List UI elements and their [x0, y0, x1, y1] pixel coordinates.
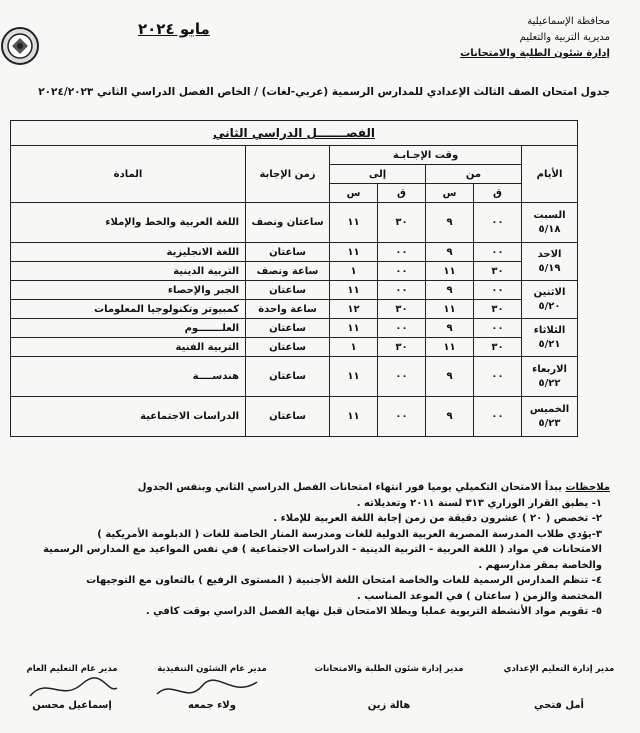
- note-item: ٥- تقويم مواد الأنشطة التربوية عمليا ويطلا الامتحان قبل نهاية الفصل الدراسي بوقت كافي .: [145, 606, 602, 617]
- signature-executive-affairs: [142, 664, 282, 711]
- day-date: ٥/٢٠: [538, 300, 561, 312]
- to-hours: ١١: [330, 243, 378, 262]
- from-minutes: ٠٠: [474, 397, 522, 437]
- signature-title: مدير إدارة التعليم الإعدادي: [503, 664, 615, 674]
- day-name: الثلاثاء: [533, 324, 566, 336]
- signature-name: إسماعيل محسن: [32, 700, 112, 711]
- day-name: الاربعاء: [532, 363, 567, 375]
- duration: ساعتان: [246, 338, 330, 357]
- note-item: ٣-يؤدي طلاب المدرسة المصرية العربية الدولية للغات ومدرسة المنار الخاصة للغات ( الدبلومة الأمريكية ): [97, 528, 602, 540]
- to-hours: ١١: [330, 281, 378, 300]
- to-hours: ١١: [330, 397, 378, 437]
- note-item: ٤- تنظم المدارس الرسمية للغات والخاصة امتحان اللغة الأجنبية ( المستوى الرفيع ) بالتعاون مع التوجيهات: [86, 575, 602, 586]
- day-cell: [522, 203, 578, 243]
- from-minutes: ٠٠: [474, 319, 522, 338]
- header-to-hours: س: [330, 184, 378, 203]
- governorate-seal-icon: [0, 24, 40, 68]
- duration: ساعتان: [246, 357, 330, 397]
- signatures-block: [8, 664, 628, 726]
- table-row: [11, 338, 578, 357]
- duration: ساعتان ونصف: [246, 203, 330, 243]
- signature-title: مدير عام التعليم العام: [26, 664, 118, 674]
- signature-general-education: [12, 664, 132, 711]
- signature-exams-affairs: [314, 664, 464, 711]
- header-answer-time: وقت الإجـابـة: [330, 146, 522, 165]
- subject: اللغة الانجليزية: [11, 243, 246, 262]
- to-hours: ١١: [330, 203, 378, 243]
- table-row: [11, 357, 578, 397]
- day-date: ٥/٢١: [538, 338, 561, 350]
- to-hours: ١١: [330, 357, 378, 397]
- table-row: [11, 203, 578, 243]
- to-minutes: ٣٠: [378, 300, 426, 319]
- duration: ساعتان: [246, 319, 330, 338]
- to-minutes: ٠٠: [378, 357, 426, 397]
- header-from-minutes: ق: [474, 184, 522, 203]
- to-hours: ١١: [330, 319, 378, 338]
- table-row: [11, 319, 578, 338]
- header-from-hours: س: [426, 184, 474, 203]
- day-cell: [522, 243, 578, 281]
- from-minutes: ٠٠: [474, 357, 522, 397]
- to-hours: ١: [330, 338, 378, 357]
- header-date: مايو ٢٠٢٤: [138, 20, 210, 38]
- subject: هندســــة: [11, 357, 246, 397]
- from-minutes: ٣٠: [474, 338, 522, 357]
- day-date: ٥/٢٢: [538, 377, 561, 389]
- table-row: [11, 262, 578, 281]
- from-hours: ١١: [426, 300, 474, 319]
- from-minutes: ٠٠: [474, 243, 522, 262]
- day-name: الاثنين: [533, 286, 566, 298]
- from-hours: ٩: [426, 281, 474, 300]
- note-item: الامتحانات في مواد ( اللغة العربية - التربية الدينية - الدراسات الاجتماعية ) في نفس المواعيد مع المدارس الرسمية: [43, 544, 602, 555]
- from-hours: ١١: [426, 338, 474, 357]
- duration: ساعة ونصف: [246, 262, 330, 281]
- signature-primary-education: [494, 664, 624, 711]
- semester-heading: الفصـــــــل الدراسي الثاني: [11, 121, 578, 146]
- notes-section: [15, 480, 610, 620]
- table-row: [11, 300, 578, 319]
- header-duration: زمن الإجابة: [246, 146, 330, 203]
- from-hours: ٩: [426, 397, 474, 437]
- notes-intro: يبدأ الامتحان التكميلي يوميا فور انتهاء امتحانات الفصل الدراسي الثاني وبنفس الجدول: [137, 482, 562, 493]
- table-row: [11, 397, 578, 437]
- handwritten-signature-icon: [152, 674, 262, 704]
- day-cell: [522, 397, 578, 437]
- day-cell: [522, 319, 578, 357]
- table-row: [11, 243, 578, 262]
- to-minutes: ٠٠: [378, 281, 426, 300]
- notes-label: ملاحظات: [565, 482, 610, 493]
- day-date: ٥/٢٣: [538, 417, 561, 429]
- to-hours: ١: [330, 262, 378, 281]
- subject: التربية الفنية: [11, 338, 246, 357]
- to-minutes: ٠٠: [378, 397, 426, 437]
- header-from: من: [426, 165, 522, 184]
- to-hours: ١٢: [330, 300, 378, 319]
- note-item: والخاصة بمقر مدارسهم .: [478, 559, 602, 571]
- day-name: الاحد: [537, 248, 562, 260]
- from-minutes: ٠٠: [474, 281, 522, 300]
- subject: العلـــــــوم: [11, 319, 246, 338]
- header-to: إلى: [330, 165, 426, 184]
- day-name: السبت: [533, 209, 566, 221]
- duration: ساعة واحدة: [246, 300, 330, 319]
- to-minutes: ٣٠: [378, 338, 426, 357]
- from-minutes: ٠٠: [474, 203, 522, 243]
- subject: اللغة العربية والخط والإملاء: [11, 203, 246, 243]
- duration: ساعتان: [246, 397, 330, 437]
- header-department: إدارة شئون الطلبة والامتحانات: [460, 48, 610, 59]
- document-title: جدول امتحان الصف الثالث الإعدادي للمدارس الرسمية (عربي-لغات) / الخاص الفصل الدراسي الثاني ٢٠٢٤/٢٠٢٣: [38, 86, 610, 98]
- table-row: [11, 281, 578, 300]
- from-hours: ٩: [426, 319, 474, 338]
- subject: التربية الدينية: [11, 262, 246, 281]
- signature-name: ولاء جمعه: [188, 700, 236, 711]
- to-minutes: ٠٠: [378, 243, 426, 262]
- to-minutes: ٣٠: [378, 203, 426, 243]
- handwritten-signature-icon: [22, 674, 122, 704]
- notes-intro-line: [15, 480, 610, 496]
- exam-schedule-table: [10, 120, 578, 437]
- header-days: الأيام: [522, 146, 578, 203]
- header-to-minutes: ق: [378, 184, 426, 203]
- subject: كمبيوتر وتكنولوجيا المعلومات: [11, 300, 246, 319]
- duration: ساعتان: [246, 281, 330, 300]
- from-minutes: ٣٠: [474, 300, 522, 319]
- header-subject: المادة: [11, 146, 246, 203]
- signature-name: هالة زين: [367, 700, 411, 711]
- from-minutes: ٣٠: [474, 262, 522, 281]
- header-authority: [410, 14, 610, 62]
- day-date: ٥/١٨: [538, 223, 561, 235]
- to-minutes: ٠٠: [378, 262, 426, 281]
- header-directorate: مديرية التربية والتعليم: [519, 32, 610, 43]
- note-item: ١- يطبق القرار الوزاري ٣١٣ لسنة ٢٠١١ وتعديلاته .: [356, 497, 602, 509]
- signature-title: مدير إدارة شئون الطلبة والامتحانات: [314, 664, 464, 674]
- signature-name: أمل فتحي: [534, 700, 584, 711]
- from-hours: ٩: [426, 243, 474, 262]
- day-cell: [522, 281, 578, 319]
- subject: الدراسات الاجتماعية: [11, 397, 246, 437]
- day-cell: [522, 357, 578, 397]
- subject: الجبر والإحصاء: [11, 281, 246, 300]
- note-item: المختصة والزمن ( ساعتان ) في الموعد المناسب .: [356, 590, 602, 602]
- note-item: ٢- تخصص ( ٢٠ ) عشرون دقيقة من زمن إجابة اللغة العربية للإملاء .: [273, 513, 602, 524]
- header-governorate: محافظة الإسماعيلية: [527, 16, 610, 27]
- from-hours: ٩: [426, 203, 474, 243]
- to-minutes: ٠٠: [378, 319, 426, 338]
- duration: ساعتان: [246, 243, 330, 262]
- signature-title: مدير عام الشئون التنفيذية: [157, 664, 267, 674]
- day-date: ٥/١٩: [538, 262, 561, 274]
- from-hours: ٩: [426, 357, 474, 397]
- from-hours: ١١: [426, 262, 474, 281]
- day-name: الخميس: [529, 403, 570, 415]
